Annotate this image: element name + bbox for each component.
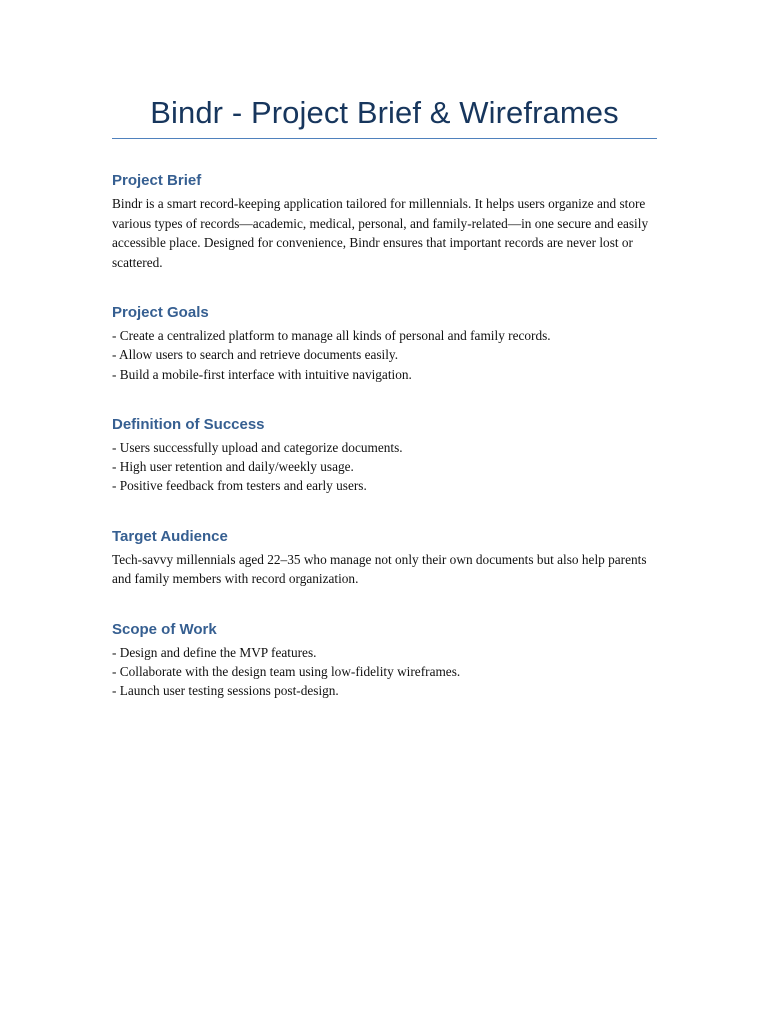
section-definition-of-success — [112, 415, 657, 496]
document-page — [112, 92, 657, 701]
list-item: - High user retention and daily/weekly usage. — [112, 459, 354, 475]
list-item: - Build a mobile-first interface with intuitive navigation. — [112, 366, 412, 382]
list-item: - Create a centralized platform to manage all kinds of personal and family records. — [112, 328, 551, 343]
section-project-goals — [112, 303, 657, 384]
list-item: - Design and define the MVP features. — [112, 644, 317, 660]
section-heading-project-brief: Project Brief — [112, 172, 202, 189]
section-project-brief — [112, 171, 657, 272]
section-heading-target-audience: Target Audience — [112, 527, 228, 545]
success-criteria-list — [112, 438, 657, 496]
project-brief-paragraph: Bindr is a smart record-keeping application tailored for millennials. It helps users organize and store various types of records—academic, medical, personal, and family-related—in one secure and easily accessible place. Designed for convenience, Bindr ensures that important records are never lost or scattered. — [112, 196, 649, 270]
scope-of-work-list — [112, 643, 657, 701]
section-heading-project-goals: Project Goals — [112, 304, 209, 321]
title-divider — [112, 138, 657, 139]
list-item: - Allow users to search and retrieve documents easily. — [112, 347, 399, 363]
section-scope-of-work — [112, 620, 657, 701]
section-target-audience — [112, 527, 657, 589]
list-item: - Positive feedback from testers and early users. — [112, 478, 367, 494]
section-heading-definition-of-success: Definition of Success — [112, 415, 265, 433]
list-item: - Users successfully upload and categorize documents. — [112, 439, 403, 455]
list-item: - Launch user testing sessions post-design. — [112, 683, 339, 699]
project-goals-list — [112, 326, 657, 384]
list-item: - Collaborate with the design team using low-fidelity wireframes. — [112, 664, 461, 680]
target-audience-paragraph: Tech-savvy millennials aged 22–35 who manage not only their own documents but also help parents and family members with record organization. — [112, 551, 647, 587]
section-heading-scope-of-work: Scope of Work — [112, 620, 217, 638]
document-title: Bindr - Project Brief & Wireframes — [150, 95, 619, 130]
